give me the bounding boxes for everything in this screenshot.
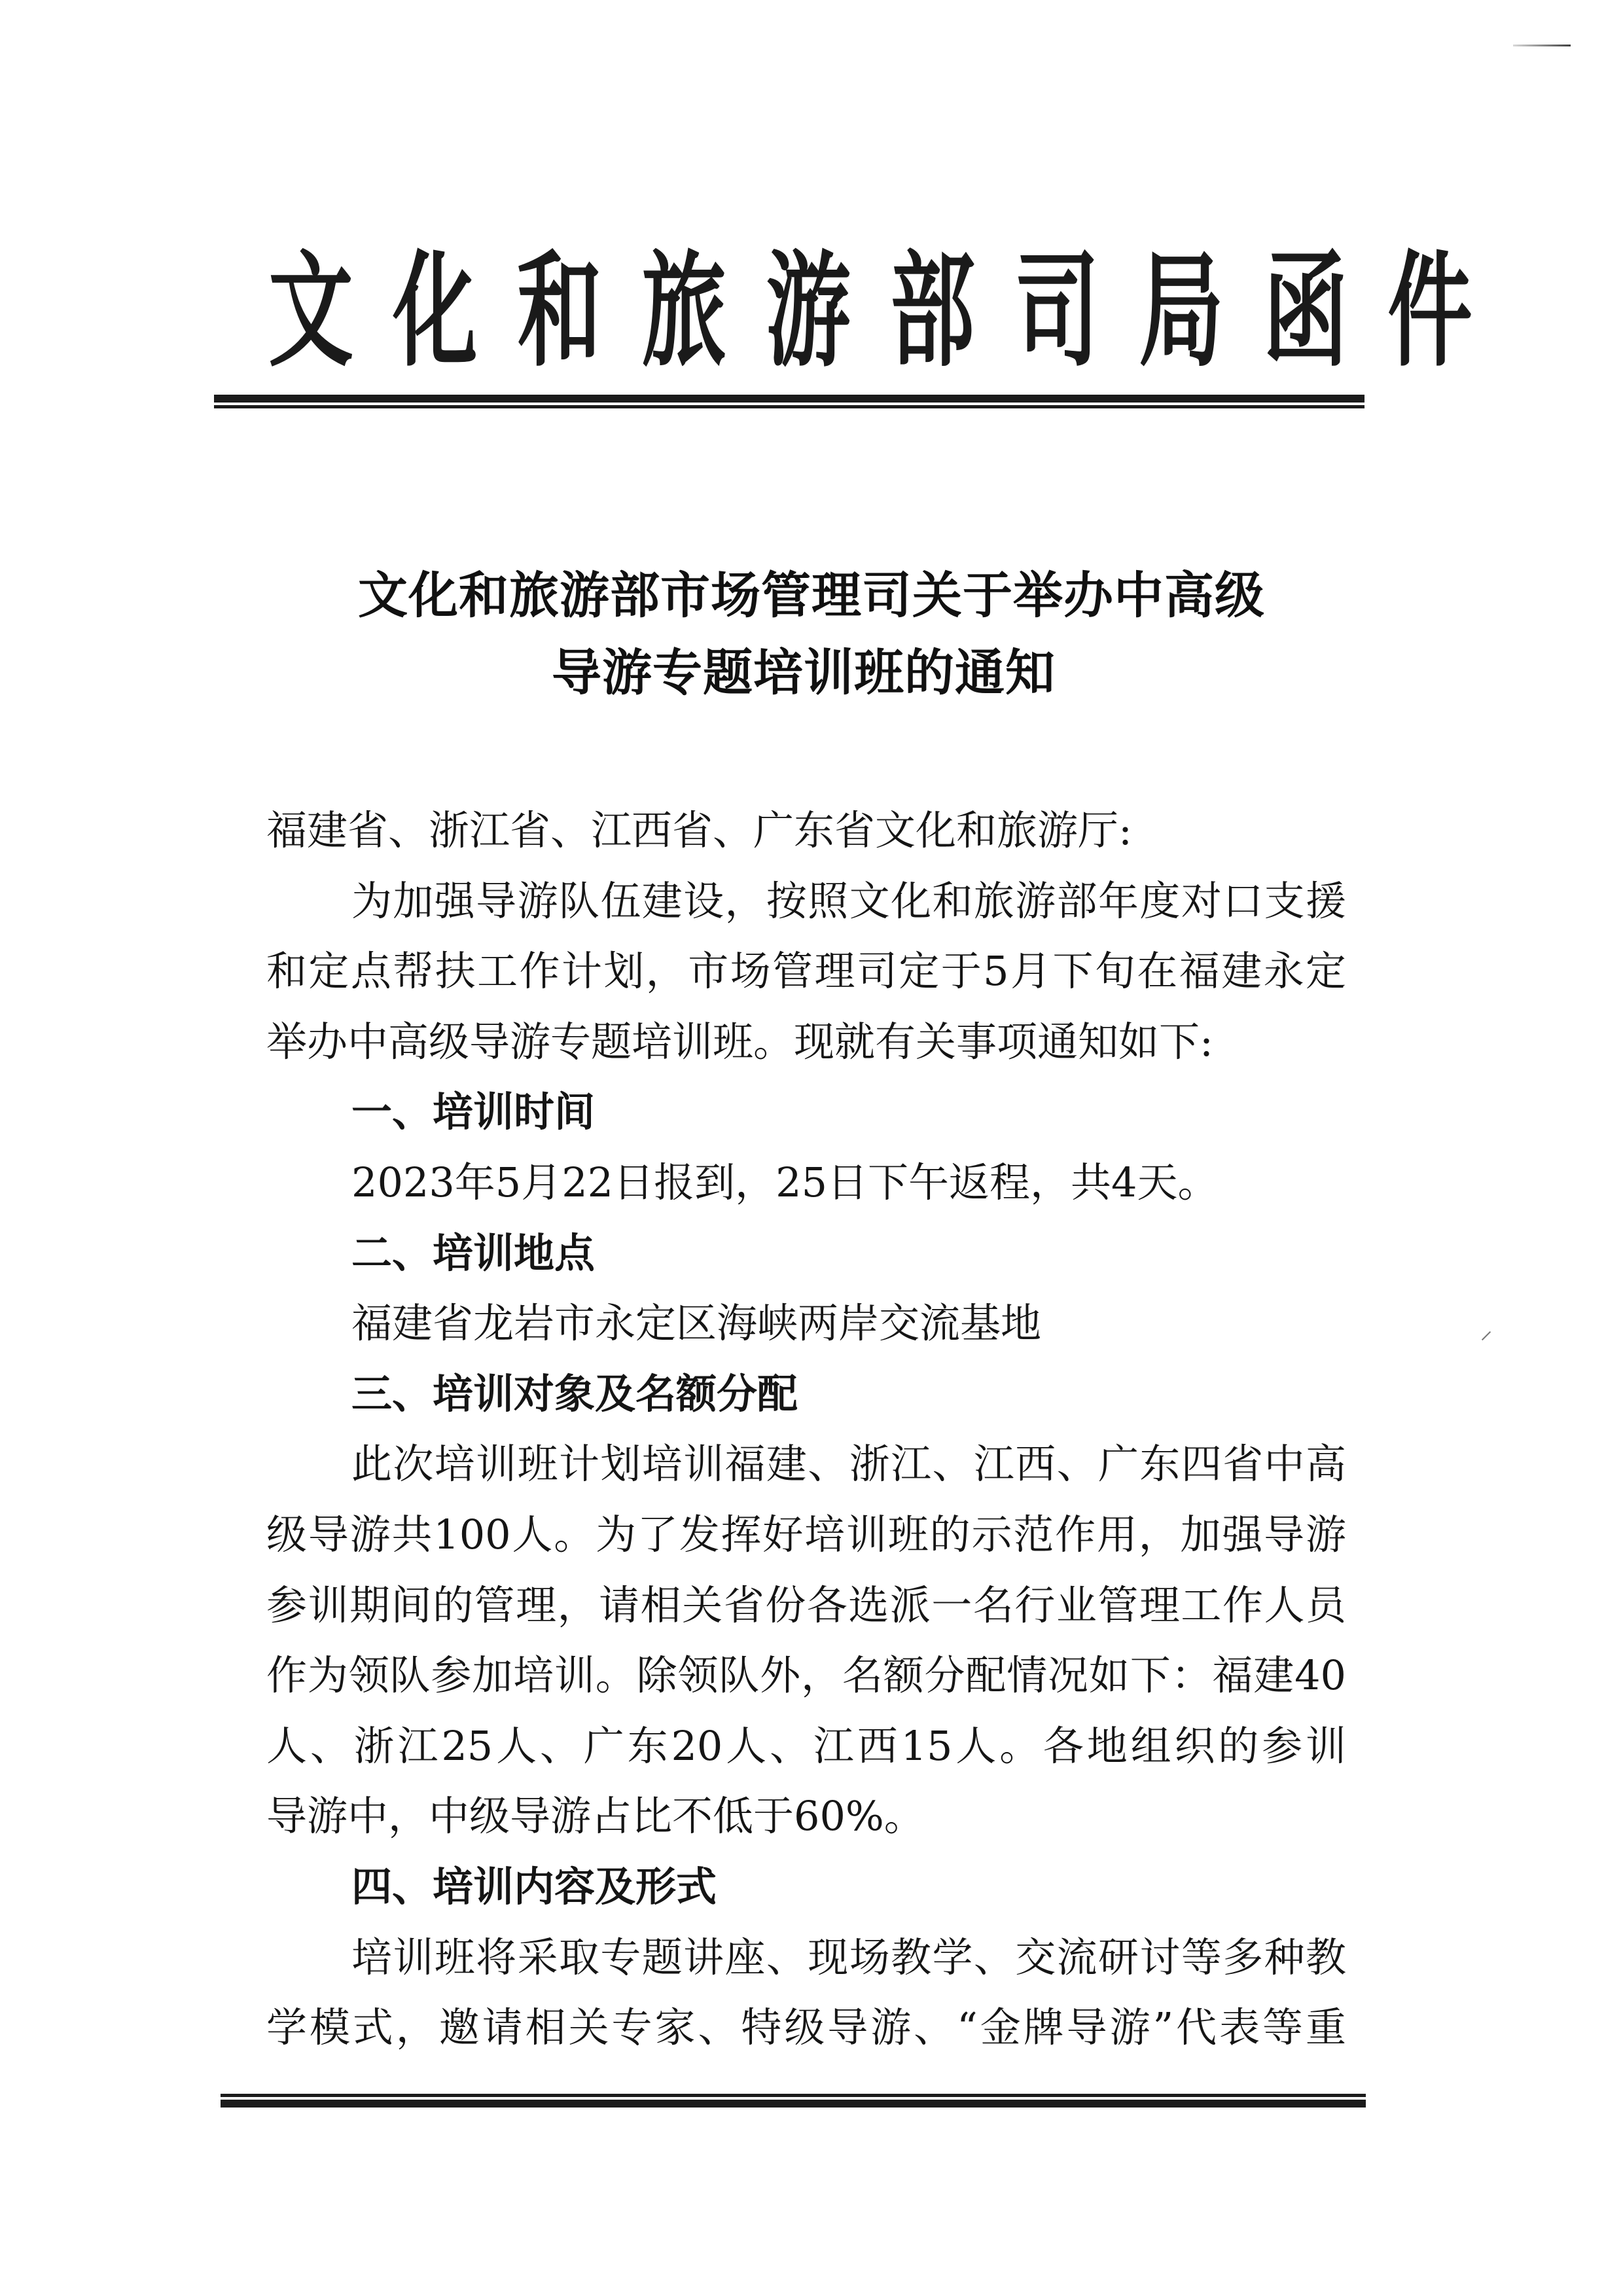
masthead-double-rule xyxy=(214,395,1364,408)
section-text: 学模式，邀请相关专家、特级导游、“金牌导游”代表等重 xyxy=(266,2003,1346,2052)
masthead-char: 件 xyxy=(1387,238,1472,384)
section-text: 培训班将采取专题讲座、现场教学、交流研讨等多种教 xyxy=(351,1933,1346,1981)
footer-double-rule xyxy=(221,2094,1366,2108)
intro-line: 举办中高级导游专题培训班。现就有关事项通知如下: xyxy=(266,1017,1213,1066)
rule-thick xyxy=(221,2100,1366,2108)
document-title-line-1: 文化和旅游部市场管理司关于举办中高级 xyxy=(358,566,1265,624)
masthead-char: 化 xyxy=(393,238,478,384)
masthead-char: 游 xyxy=(766,238,851,384)
salutation: 福建省、浙江省、江西省、广东省文化和旅游厅: xyxy=(266,806,1132,854)
masthead-char: 局 xyxy=(1139,238,1224,384)
section-text: 参训期间的管理，请相关省份各选派一名行业管理工作人员 xyxy=(266,1581,1346,1629)
masthead-char: 旅 xyxy=(641,238,726,384)
masthead-char: 司 xyxy=(1014,238,1099,384)
scan-speck xyxy=(1482,1331,1491,1340)
section-heading-content: 四、培训内容及形式 xyxy=(351,1862,717,1910)
section-text: 此次培训班计划培训福建、浙江、江西、广东四省中高 xyxy=(351,1440,1346,1488)
document-masthead xyxy=(249,236,1472,386)
section-heading-location: 二、培训地点 xyxy=(351,1229,596,1277)
section-text: 2023年5月22日报到，25日下午返程，共4天。 xyxy=(351,1158,1219,1206)
section-text: 级导游共100人。为了发挥好培训班的示范作用，加强导游 xyxy=(266,1510,1346,1558)
section-text: 导游中，中级导游占比不低于60%。 xyxy=(266,1792,925,1840)
section-text: 人、浙江25人、广东20人、江西15人。各地组织的参训 xyxy=(266,1721,1346,1770)
section-heading-participants: 三、培训对象及名额分配 xyxy=(351,1369,798,1418)
document-body xyxy=(266,795,1346,2063)
section-heading-time: 一、培训时间 xyxy=(351,1088,596,1136)
masthead-char: 和 xyxy=(517,238,602,384)
section-text: 作为领队参加培训。除领队外，名额分配情况如下：福建40 xyxy=(266,1651,1346,1700)
section-text: 福建省龙岩市永定区海峡两岸交流基地 xyxy=(351,1299,1042,1348)
masthead-char: 部 xyxy=(890,238,975,384)
rule-thick xyxy=(214,395,1364,403)
intro-line: 和定点帮扶工作计划，市场管理司定于5月下旬在福建永定 xyxy=(266,947,1346,996)
scan-artifact-mark xyxy=(1513,45,1571,46)
rule-thin xyxy=(214,405,1364,408)
intro-line: 为加强导游队伍建设，按照文化和旅游部年度对口支援 xyxy=(351,876,1346,925)
masthead-char: 函 xyxy=(1263,238,1348,384)
document-title-line-2: 导游专题培训班的通知 xyxy=(552,643,1056,702)
masthead-char: 文 xyxy=(268,238,353,384)
